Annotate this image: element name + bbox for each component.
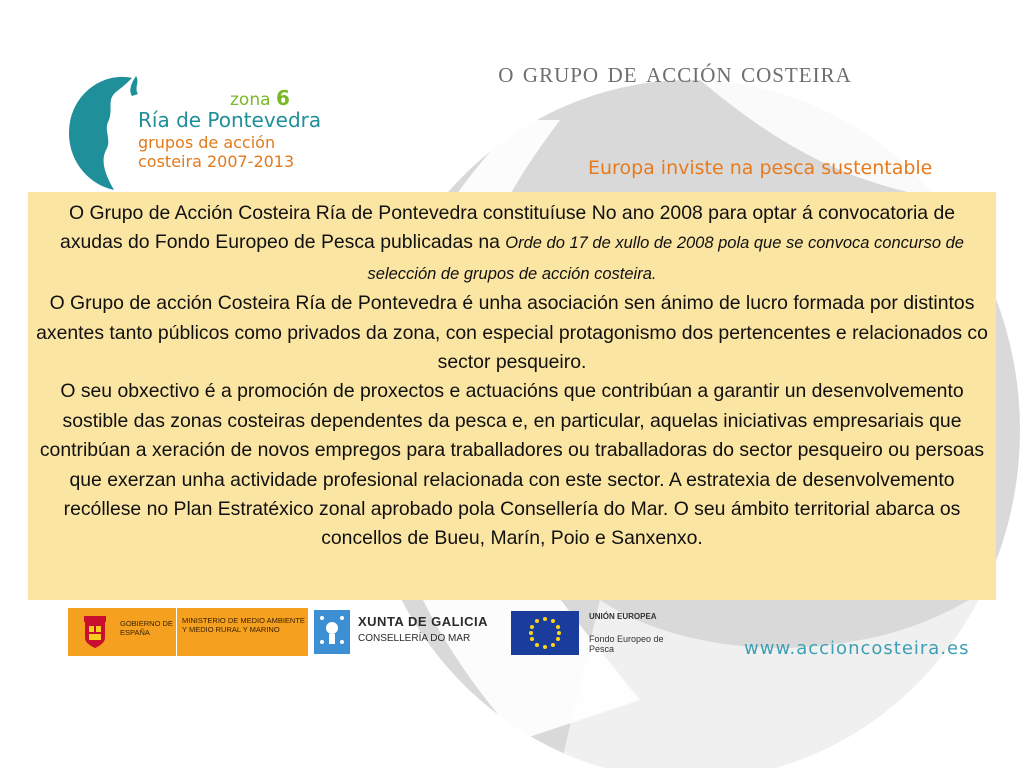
- eu-subtitle: Fondo Europeo de Pesca: [589, 634, 664, 654]
- website-url: www.accioncosteira.es: [744, 638, 970, 659]
- tagline: Europa inviste na pesca sustentable: [588, 157, 933, 179]
- paragraph-2: O Grupo de acción Costeira Ría de Pontevedra é unha asociación sen ánimo de lucro formada por distintos axentes tanto públicos como privados da zona, con especial protagonismo dos pertencentes e relacionados co sector pesqueiro.: [36, 292, 988, 374]
- logo-globe-icon: [66, 66, 146, 194]
- logo-line-1: grupos de acción: [138, 133, 276, 152]
- paragraph-1: [36, 199, 988, 289]
- gac-logo: [66, 66, 326, 194]
- gobierno-espana-logo: [68, 608, 308, 656]
- logo-place: Ría de Pontevedra: [138, 108, 322, 132]
- galicia-shield-icon: [314, 610, 350, 654]
- paragraph-3: O seu obxectivo é a promoción de proxectos e actuacións que contribúan a garantir un desenvolvemento sostible das zonas costeiras dependentes da pesca e, en particular, aquelas iniciativas empresariais que contribúan a xeración de novos empregos para traballadores ou traballadoras do sector pesqueiro ou persoas que exerzan unha actividade profesional relacionada con este sector. A estratexia de desenvolvemento recóllese no Plan Estratéxico zonal aprobado pola Consellería do Mar. O seu ámbito territorial abarca os concellos de Bueu, Marín, Poio e Sanxenxo.: [39, 380, 985, 550]
- union-europea-logo: [511, 608, 701, 656]
- logo-zona: [230, 88, 290, 109]
- spain-coat-of-arms-icon: [80, 614, 110, 650]
- slide-title: o grupo de acción costeira: [498, 56, 852, 89]
- gobierno-label: GOBIERNO DE ESPAÑA: [120, 619, 173, 637]
- logo-line-2: costeira 2007-2013: [138, 152, 295, 171]
- logo-zona-word: zona: [230, 90, 271, 110]
- description-text-box: [28, 192, 996, 600]
- xunta-galicia-logo: [314, 608, 504, 656]
- logo-zona-number: 6: [275, 86, 290, 110]
- ministerio-label: MINISTERIO DE MEDIO AMBIENTE Y MEDIO RURAL Y MARINO: [182, 616, 305, 634]
- xunta-subtitle: CONSELLERÍA DO MAR: [358, 633, 471, 644]
- eu-title: UNIÓN EUROPEA: [589, 612, 657, 621]
- paragraph-1-text: O Grupo de Acción Costeira Ría de Pontevedra constituíuse No ano 2008 para optar á convocatoria de axudas do Fondo Europeo de Pesca publicadas na: [60, 202, 956, 254]
- gobierno-divider: [176, 608, 177, 656]
- xunta-title: XUNTA DE GALICIA: [358, 614, 489, 629]
- paragraph-1-italic: Orde do 17 de xullo de 2008 pola que se convoca concurso de selección de grupos de acción costeira.: [367, 234, 964, 283]
- eu-flag-icon: [511, 611, 579, 655]
